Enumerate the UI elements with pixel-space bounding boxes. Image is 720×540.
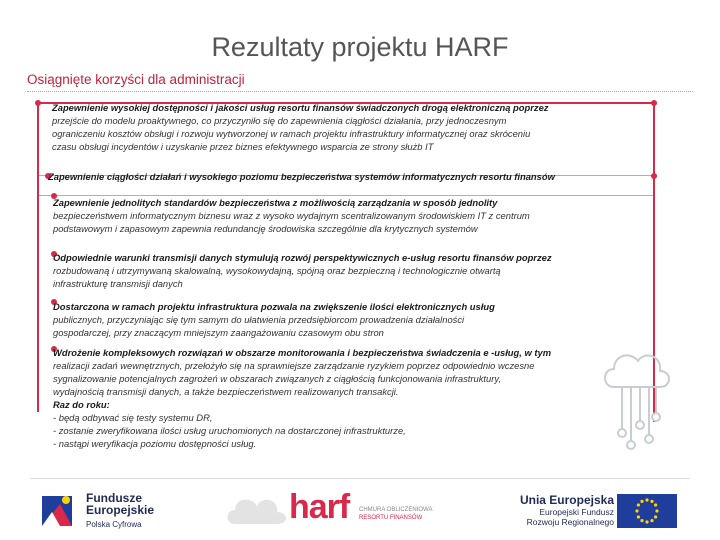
benefit-block-security-standards xyxy=(53,196,530,235)
benefit-line: - będą odbywać się testy systemu DR, xyxy=(53,412,213,423)
benefit-line: publicznych, przyczyniając się tym samym do ułatwienia przedsiębiorcom prowadzenia działalności xyxy=(53,314,465,325)
harf-logo xyxy=(225,488,465,532)
benefit-line: - zostanie zweryfikowana ilości usług uruchomionych na dostarczonej infrastrukturze, xyxy=(53,425,406,436)
benefit-line: realizacji zadań wewnętrznych, przełożyło się na sprawniejsze zarządzanie ryzykiem poprzez odpowiednio wczesne xyxy=(53,360,535,371)
benefit-line: bezpieczeństwem informatycznym biznesu wraz z wysoko wydajnym scentralizowanym środowiskiem IT z centrum xyxy=(53,210,530,221)
benefit-line: Odpowiednie warunki transmisji danych stymulują rozwój perspektywicznych e-usług resortu finansów poprzez xyxy=(53,252,552,263)
benefit-line: Dostarczona w ramach projektu infrastruktura pozwala na zwiększenie ilości elektronicznych usług xyxy=(53,301,495,312)
fe-logo-line3: Polska Cyfrowa xyxy=(86,520,142,529)
frame-left-line xyxy=(37,102,39,412)
benefit-line: rozbudowaną i utrzymywaną skalowalną, wysokowydajną, spójną oraz bezpieczną i technologicznie otwartą xyxy=(53,265,501,276)
benefit-line: wydajnością transmisji danych, a także bezpieczeństwem realizowanych transakcji. xyxy=(53,386,399,397)
benefit-line: Zapewnienie wysokiej dostępności i jakości usług resortu finansów świadczonych drogą elektroniczną poprzez xyxy=(52,102,549,113)
benefit-line: sygnalizowanie potencjalnych zagrożeń w obszarach związanych z ciągłością funkcjonowania infrastruktury, xyxy=(53,373,501,384)
benefit-line: infrastrukturę transmisji danych xyxy=(53,278,183,289)
harf-caption-line2: RESORTU FINANSÓW xyxy=(359,515,423,521)
fe-emblem-icon xyxy=(40,490,80,530)
benefit-line: czasu obsługi incydentów i uzyskanie przez biznes efektywnego wsparcia ze strony służb IT xyxy=(52,141,434,152)
connector-dot xyxy=(651,173,657,179)
cloud-circuit-icon xyxy=(600,325,675,475)
benefit-line: gospodarczej, przy znaczącym mniejszym zaangażowaniu czasowym obu stron xyxy=(53,327,384,338)
fundusze-europejskie-logo xyxy=(40,490,180,532)
benefit-line: - nastąpi weryfikacja poziomu dostępności usług. xyxy=(53,438,257,449)
benefit-line: przejście do modelu proaktywnego, co przyczyniło się do zapewnienia ciągłości działania, przy jednoczesnym xyxy=(52,115,507,126)
footer-divider xyxy=(30,478,690,479)
benefit-line: Raz do roku: xyxy=(53,399,110,410)
fe-logo-line2: Europejskie xyxy=(86,503,155,517)
ue-logo-line2: Europejski Fundusz xyxy=(539,507,614,517)
slide-title: Rezultaty projektu HARF xyxy=(211,32,509,62)
benefit-line: Wdrożenie kompleksowych rozwiązań w obszarze monitorowania i bezpieczeństwa świadczenia e -usług, w tym xyxy=(53,347,552,358)
benefit-line: podstawowym i zapasowym zapewnia redundancję środowiska szczególnie dla krytycznych systemów xyxy=(53,223,478,234)
benefit-block-continuity xyxy=(48,170,555,183)
fe-logo-line1: Fundusze xyxy=(86,491,142,505)
ue-logo-line3: Rozwoju Regionalnego xyxy=(526,517,614,527)
benefit-block-transmission xyxy=(53,251,552,290)
title-divider xyxy=(27,91,693,92)
harf-brand-text: harf xyxy=(289,488,350,526)
connector-dot xyxy=(35,100,41,106)
benefit-line: Zapewnienie jednolitych standardów bezpieczeństwa z możliwością zarządzania w sposób jednolity xyxy=(53,197,498,208)
benefit-block-monitoring xyxy=(53,346,551,450)
ue-logo-line1: Unia Europejska xyxy=(519,493,614,507)
benefit-block-eservices xyxy=(53,300,495,339)
unia-europejska-text xyxy=(494,493,614,533)
eu-flag-icon xyxy=(617,494,677,528)
harf-caption-line1: CHMURA OBLICZENIOWA xyxy=(359,507,433,513)
cloud-logo-icon xyxy=(225,490,295,530)
benefit-line: Zapewnienie ciągłości działań i wysokiego poziomu bezpieczeństwa systemów informatycznych resortu finansów xyxy=(48,171,555,182)
connector-dot xyxy=(651,100,657,106)
slide-subtitle: Osiągnięte korzyści dla administracji xyxy=(27,72,245,87)
benefit-line: ograniczeniu kosztów obsługi i rozwoju wytworzonej w ramach projektu infrastruktury informatycznej oraz skróceniu xyxy=(52,128,531,139)
benefit-block-availability xyxy=(52,101,548,153)
